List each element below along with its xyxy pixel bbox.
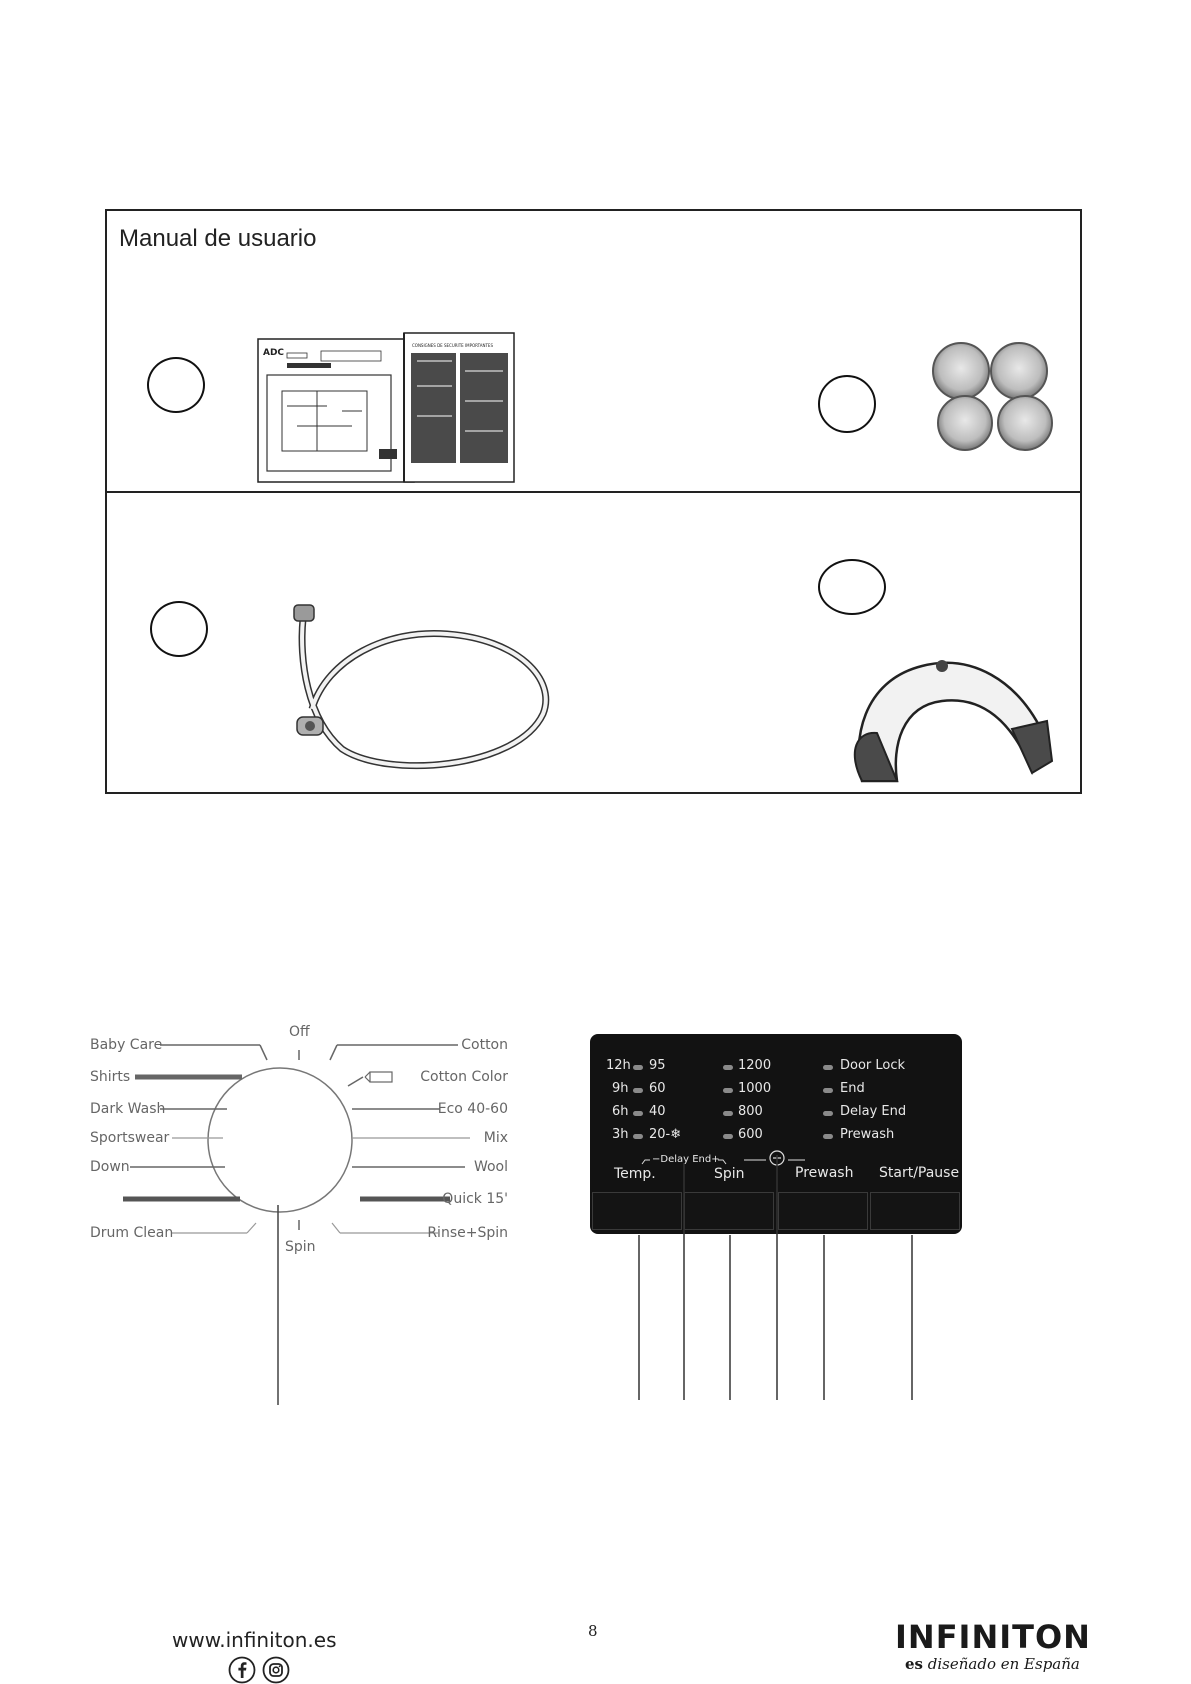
delay-12h: 12h: [606, 1058, 631, 1073]
brand-tagline: [905, 1655, 1080, 1673]
temp-led-20: [633, 1134, 643, 1139]
temp-led-95: [633, 1065, 643, 1070]
dial-label-cotton: Cotton: [461, 1037, 508, 1053]
status-end: End: [840, 1081, 865, 1096]
dial-label-wool: Wool: [473, 1159, 508, 1175]
dial-label-sportswear: Sportswear: [90, 1130, 170, 1146]
box-divider: [107, 491, 1080, 493]
status-led-end: [823, 1088, 833, 1093]
prewash-button-label: Prewash: [795, 1165, 854, 1181]
svg-text:CONSIGNES DE SECURITE IMPORTAN: CONSIGNES DE SECURITE IMPORTANTES: [412, 343, 493, 348]
spin-led-1200: [723, 1065, 733, 1070]
dial-label-dark-wash: Dark Wash: [90, 1101, 166, 1117]
temp-led-40: [633, 1111, 643, 1116]
spin-600: 600: [738, 1127, 763, 1142]
spin-led-600: [723, 1134, 733, 1139]
status-led-delay-end: [823, 1111, 833, 1116]
dial-label-spin: Spin: [285, 1239, 316, 1255]
delay-end-label: −Delay End+: [652, 1154, 720, 1165]
brand-logo: INFINITON: [895, 1618, 1091, 1656]
dial-label-quick-15: Quick 15': [442, 1191, 508, 1207]
panel-callout-lines: [600, 1145, 940, 1405]
status-door-lock: Door Lock: [840, 1058, 906, 1073]
dial-label-eco-40-60: Eco 40-60: [437, 1101, 508, 1117]
dial-label-drum-clean: Drum Clean: [90, 1225, 174, 1241]
temp-40: 40: [649, 1104, 666, 1119]
spin-800: 800: [738, 1104, 763, 1119]
spin-1200: 1200: [738, 1058, 772, 1073]
tagline-text: diseñado en España: [923, 1655, 1080, 1673]
accessories-box: [105, 209, 1082, 794]
tagline-es: es: [905, 1655, 923, 1673]
status-prewash: Prewash: [840, 1127, 895, 1142]
dial-label-down: Down: [90, 1159, 130, 1175]
spin-led-800: [723, 1111, 733, 1116]
status-delay-end: Delay End: [840, 1104, 907, 1119]
dial-label-mix: Mix: [483, 1130, 508, 1146]
dial-label-cotton-color: Cotton Color: [420, 1069, 508, 1085]
item-number-circle-3: [150, 601, 208, 657]
dial-label-rinse-spin: Rinse+Spin: [427, 1225, 508, 1241]
temp-60: 60: [649, 1081, 666, 1096]
start-pause-button-label: Start/Pause: [879, 1165, 960, 1181]
user-manual-illustration: [257, 331, 517, 483]
dial-label-shirts: Shirts: [90, 1069, 131, 1085]
delay-9h: 9h: [612, 1081, 629, 1096]
inlet-hose-illustration: [267, 599, 557, 779]
temp-button-label: Temp.: [614, 1166, 656, 1182]
dial-label-baby-care: Baby Care: [90, 1037, 163, 1053]
item-number-circle-2: [818, 375, 876, 433]
bolt-hole-covers-illustration: [929, 341, 1061, 453]
accessories-title: Manual de usuario: [119, 225, 317, 252]
dial-label-off: Off: [289, 1024, 310, 1040]
facebook-icon[interactable]: [228, 1656, 256, 1684]
page-number: 8: [588, 1622, 598, 1640]
temp-20-cold: 20-❄: [649, 1127, 682, 1142]
item-number-circle-1: [147, 357, 205, 413]
temp-led-60: [633, 1088, 643, 1093]
spin-led-1000: [723, 1088, 733, 1093]
status-led-prewash: [823, 1134, 833, 1139]
footer-website[interactable]: www.infiniton.es: [172, 1628, 337, 1652]
status-led-door-lock: [823, 1065, 833, 1070]
instagram-icon[interactable]: [262, 1656, 290, 1684]
svg-text:ADC: ADC: [263, 348, 285, 358]
temp-95: 95: [649, 1058, 666, 1073]
item-number-circle-4: [818, 559, 886, 615]
delay-6h: 6h: [612, 1104, 629, 1119]
delay-3h: 3h: [612, 1127, 629, 1142]
hose-guide-illustration: [842, 641, 1057, 791]
spin-button-label: Spin: [714, 1166, 745, 1182]
spin-1000: 1000: [738, 1081, 772, 1096]
